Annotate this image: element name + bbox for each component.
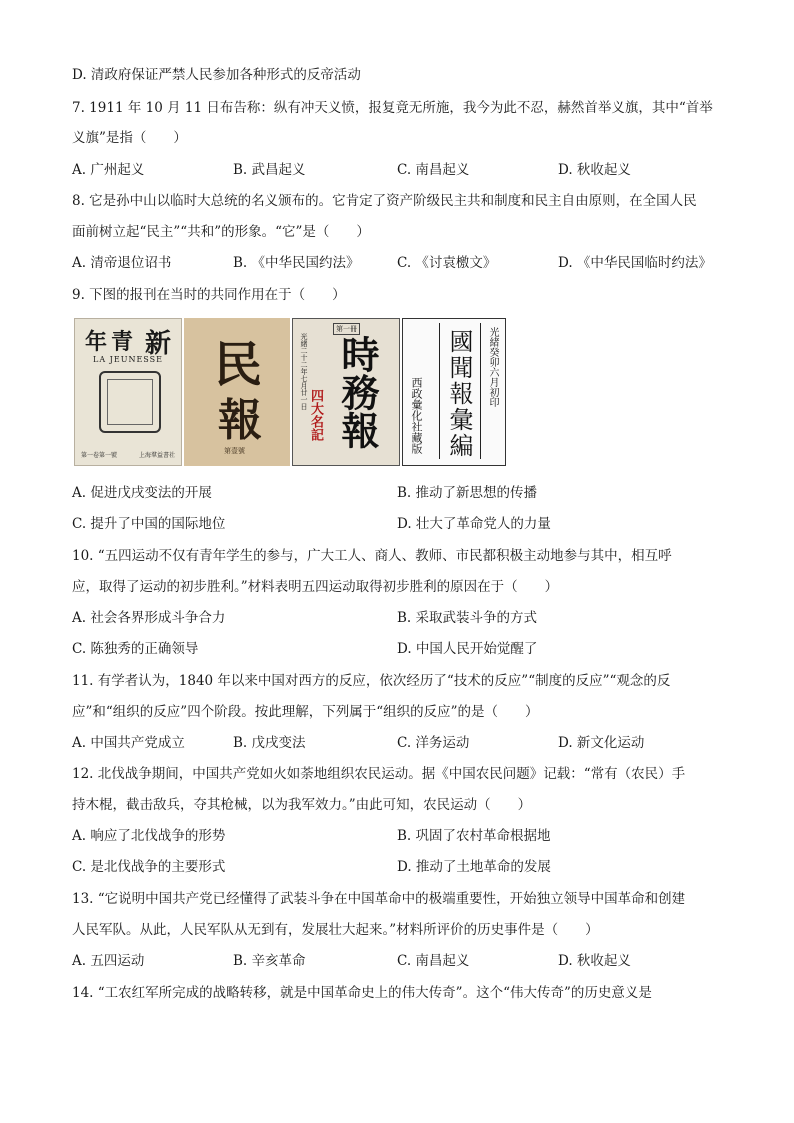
q10-option-b: B. 采取武装斗争的方式 [397, 610, 538, 626]
minbao-title-bottom: 報 [218, 395, 262, 446]
question-10-stem: 10. “五四运动不仅有青年学生的参与，广大工人、商人、教师、市民都积极主动地参与其中，相互呼 [72, 548, 672, 564]
q12-option-c: C. 是北伐战争的主要形式 [72, 859, 226, 875]
question-12-stem: 12. 北伐战争期间，中国共产党如火如荼地组织农民运动。据《中国农民问题》记载：“常有（农民）手 [72, 766, 686, 782]
guowenbao-publisher: 西政彙化社藏版 [410, 377, 423, 454]
q9-option-c: C. 提升了中国的国际地位 [72, 516, 226, 532]
q13-option-d: D. 秋收起义 [558, 953, 631, 969]
guowenbao-title: 國聞報彙編 [445, 329, 473, 459]
shiwubao-label: 第一冊 [333, 323, 360, 335]
minbao-issue: 第壹號 [224, 447, 245, 455]
xinqingnian-title-right: 新 [144, 329, 171, 359]
q10-option-c: C. 陈独秀的正确领导 [72, 641, 199, 657]
q11-option-a: A. 中国共产党成立 [72, 735, 185, 751]
q13-option-a: A. 五四运动 [72, 953, 145, 969]
q8-option-c: C. 《讨袁檄文》 [397, 255, 497, 271]
q7-option-d: D. 秋收起义 [558, 162, 631, 178]
q8-option-d: D. 《中华民国临时约法》 [558, 255, 712, 271]
q13-option-b: B. 辛亥革命 [233, 953, 306, 969]
q11-option-b: B. 戊戌变法 [233, 735, 306, 751]
q11-option-d: D. 新文化运动 [558, 735, 645, 751]
shiwubao-date: 光緒二十二年七月廿一日 [300, 333, 308, 410]
xinqingnian-issue: 第一卷第一號 [81, 452, 118, 459]
guowenbao-cover-image [402, 318, 506, 466]
q9-option-d: D. 壮大了革命党人的力量 [397, 516, 551, 532]
q10-option-a: A. 社会各界形成斗争合力 [72, 610, 226, 626]
xinqingnian-subtitle: LA JEUNESSE [93, 355, 163, 364]
question-8-stem: 8. 它是孙中山以临时大总统的名义颁布的。它肯定了资产阶级民主共和制度和民主自由原则，在全国人民 [72, 193, 697, 209]
q8-option-a: A. 清帝退位诏书 [72, 255, 172, 271]
xinqingnian-cover-image [74, 318, 182, 466]
shiwubao-cover-image [292, 318, 400, 466]
shiwubao-seal: 四大名記 [308, 389, 323, 441]
minbao-title-top: 民 [214, 337, 263, 393]
q9-option-a: A. 促进戊戌变法的开展 [72, 485, 212, 501]
q9-option-b: B. 推动了新思想的传播 [397, 485, 538, 501]
question-10-stem-cont: 应，取得了运动的初步胜利。”材料表明五四运动取得初步胜利的原因在于（ ） [72, 579, 559, 595]
question-13-stem-cont: 人民军队。从此，人民军队从无到有，发展壮大起来。”材料所评价的历史事件是（ ） [72, 922, 599, 938]
q12-option-d: D. 推动了土地革命的发展 [397, 859, 551, 875]
question-8-stem-cont: 面前树立起“民主”“共和”的形象。“它”是（ ） [72, 224, 370, 240]
newspaper-covers-figure [74, 318, 506, 466]
xinqingnian-publisher: 上海羣益書社 [138, 452, 175, 459]
q12-option-a: A. 响应了北伐战争的形势 [72, 828, 226, 844]
q7-option-b: B. 武昌起义 [233, 162, 306, 178]
q13-option-c: C. 南昌起义 [397, 953, 470, 969]
q8-option-b: B. 《中华民国约法》 [233, 255, 360, 271]
guowenbao-date: 光緒癸卯六月初印 [487, 327, 498, 407]
question-11-stem: 11. 有学者认为，1840 年以来中国对西方的反应，依次经历了“技术的反应”“制度的反应”“观念的反 [72, 673, 671, 689]
q7-option-a: A. 广州起义 [72, 162, 145, 178]
q12-option-b: B. 巩固了农村革命根据地 [397, 828, 551, 844]
question-11-stem-cont: 应”和“组织的反应”四个阶段。按此理解，下列属于“组织的反应”的是（ ） [72, 704, 539, 720]
xinqingnian-title-left: 年青 [85, 329, 138, 355]
q10-option-d: D. 中国人民开始觉醒了 [397, 641, 538, 657]
question-7-stem: 7. 1911 年 10 月 11 日布告称：纵有冲天义愤，报复竟无所施，我今为此不忍，赫然首举义旗，其中“首举 [72, 100, 713, 116]
question-12-stem-cont: 持木棍，截击敌兵，夺其枪械，以为我军效力。”由此可知，农民运动（ ） [72, 797, 532, 813]
question-9-stem: 9. 下图的报刊在当时的共同作用在于（ ） [72, 287, 346, 303]
question-14-stem: 14. “工农红军所完成的战略转移，就是中国革命史上的伟大传奇”。这个“伟大传奇”的历史意义是 [72, 985, 652, 1001]
shiwubao-title: 時務報 [335, 335, 380, 449]
q11-option-c: C. 洋务运动 [397, 735, 470, 751]
q7-option-c: C. 南昌起义 [397, 162, 470, 178]
option-d-previous-question: D. 清政府保证严禁人民参加各种形式的反帝活动 [72, 67, 361, 83]
question-13-stem: 13. “它说明中国共产党已经懂得了武装斗争在中国革命中的极端重要性，开始独立领导中国革命和创建 [72, 891, 686, 907]
question-7-stem-cont: 义旗”是指（ ） [72, 130, 187, 146]
minbao-cover-image [184, 318, 290, 466]
xinqingnian-ornament [99, 371, 161, 433]
